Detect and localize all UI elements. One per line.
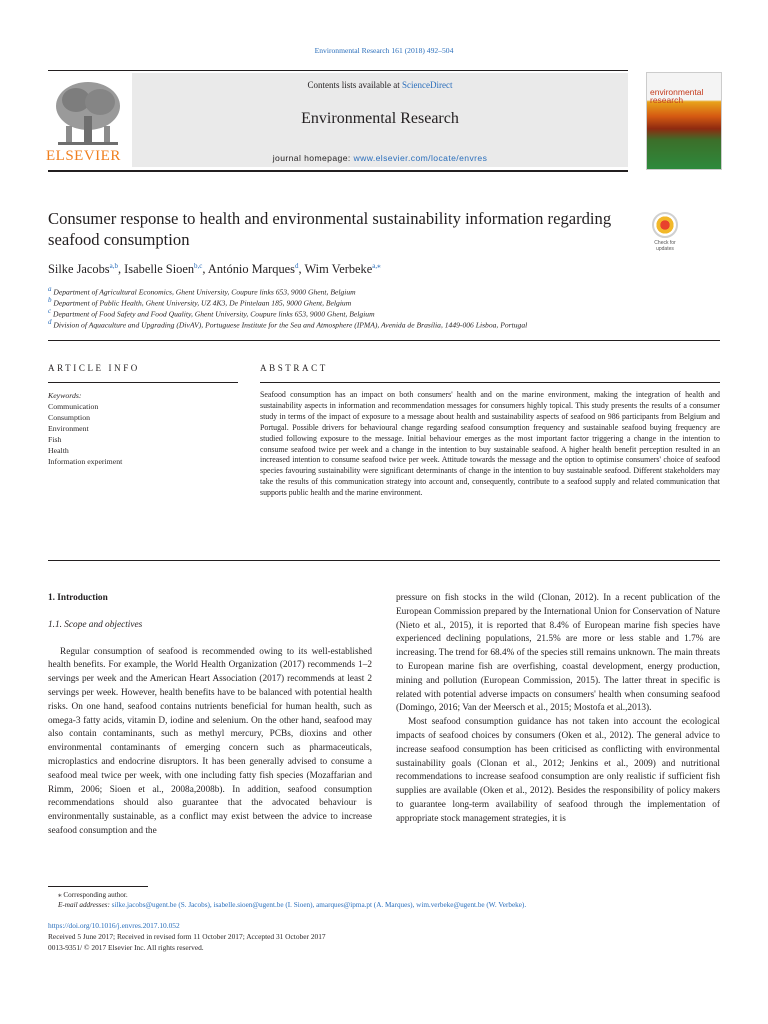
article-info-rule [48, 382, 238, 383]
journal-reference[interactable]: Environmental Research 161 (2018) 492–504 [314, 46, 454, 55]
journal-title: Environmental Research [301, 110, 459, 127]
sciencedirect-link[interactable]: ScienceDirect [402, 80, 453, 90]
keyword: Communication [48, 402, 99, 411]
corresponding-author-note: ⁎ Corresponding author. [58, 891, 128, 899]
abstract-heading: ABSTRACT [260, 363, 328, 373]
copyright-line: 0013-9351/ © 2017 Elsevier Inc. All rights reserved. [48, 943, 204, 952]
author-affiliation-mark[interactable]: d [294, 262, 299, 270]
author-affiliation-mark[interactable]: a,⁎ [372, 262, 381, 270]
keyword: Fish [48, 435, 62, 444]
affiliation: $^c$ Department of Food Safety and Food Quality, Ghent University, Coupure links 653, 9000 Ghent, Belgium [48, 307, 375, 319]
body-paragraph: pressure on fish stocks in the wild (Clonan, 2012). In a recent publication of the European Commission prepared by the International Union for Conservation of Nature (Nieto et al., 2015), it is reported that 8.4% of European marine fish species have experienced declining populations, 21.5% are more or less stable and 1.7% are increasing. The trend for 68.4% of the species still remains unknown. The main threats to European marine fish are overfishing, coastal development, energy production, mining and pollution (European Commission, 2015). The latter threat in specific is related with potential adverse impacts on consumers' health when consuming seafood (Domingo, 2016; Van der Meersch et al., 2015; Mostofa et al.,2013). [396, 593, 720, 714]
email-addresses: E-mail addresses: silke.jacobs@ugent.be (S. Jacobs), isabelle.sioen@ugent.be (I. Sioen), amarques@ipma.pt (A. Marques), wim.verbeke@ugent.be (W. Verbeke). [58, 901, 527, 909]
affiliation: $^b$ Department of Public Health, Ghent University, UZ 4K3, De Pintelaan 185, 9000 Ghent, Belgium [48, 296, 352, 308]
keyword: Consumption [48, 413, 91, 422]
author-name[interactable]: Wim Verbeke [304, 262, 373, 277]
email-links[interactable]: silke.jacobs@ugent.be (S. Jacobs), isabelle.sioen@ugent.be (I. Sioen), amarques@ipma.pt (A. Marques), wim.verbeke@ugent.be (W. Verbeke). [111, 901, 527, 909]
received-dates: Received 5 June 2017; Received in revised form 11 October 2017; Accepted 31 October 2017 [48, 932, 326, 941]
cover-title: environmental research [650, 87, 704, 105]
elsevier-wordmark: ELSEVIER [46, 148, 121, 164]
front-matter-rule [48, 340, 720, 341]
author-list: Silke Jacobs$^{a,b}$, Isabelle Sioen$^{b,c}$, António Marques$^d$, Wim Verbeke$^{a,⁎}$ [48, 262, 381, 277]
subsection-heading: 1.1. Scope and objectives [48, 619, 143, 630]
doi-link[interactable]: https://doi.org/10.1016/j.envres.2017.10.052 [48, 921, 180, 930]
header-bottom-rule [48, 170, 628, 172]
section-heading: 1. Introduction [48, 593, 108, 603]
author-name[interactable]: Isabelle Sioen [124, 262, 195, 277]
journal-homepage-link[interactable]: www.elsevier.com/locate/envres [353, 153, 488, 163]
abstract-text: Seafood consumption has an impact on both consumers' health and on the marine environment, making the integration of health and sustainability aspects in information and recommendation messages for consumers highly topical. This study presents the results of a consumer study in terms of the impact of exposure to a message about health and sustainability aspects of seafood on 986 participants from Belgium and Portugal. Possible drivers for behavioural change regarding seafood consumption frequency and sustainable seafood buying frequency are studied following exposure to the message. Initial behaviour emerges as the most important factor triggering a change in the intention to consume seafood twice per week and a change in the intention to buy sustainable seafood. A higher health benefit perception resulted in an increased intention to consume seafood twice per week. Attitude towards the message and the option to optimise consumers' choice of seafood species favouring sustainability were significant determinants of change in the intention to buy sustainable seafood. Different stakeholders may take the results of this communication strategy into account and, consequently, contribute to a seafood supply and related communication that supports public health and the marine environment. [260, 390, 720, 498]
author-name[interactable]: Silke Jacobs [48, 262, 110, 277]
check-for-updates-badge[interactable] [648, 212, 682, 252]
contents-available-line: Contents lists available at ScienceDirect [307, 80, 453, 90]
article-title: Consumer response to health and environmental sustainability information regarding seafood consumption [48, 209, 612, 249]
footnote-rule [48, 886, 148, 887]
check-updates-icon [652, 212, 678, 238]
body-right-column [396, 592, 720, 827]
header-top-rule [48, 70, 628, 71]
author-affiliation-mark[interactable]: a,b [109, 262, 118, 270]
keyword: Environment [48, 424, 89, 433]
body-paragraph: Most seafood consumption guidance has not taken into account the ecological impacts of seafood choices by consumers (Oken et al., 2012). The general advice to increase seafood consumption has been criticised as conflicting with environmental sustainability goals (Clonan et al., 2012; Jenkins et al., 2009) and nutritional recommendations to increase seafood consumption are only realistic if sufficient fish supplies are available (Oken et al., 2012). Besides the responsibility of policy makers to guarantee long-term availability of seafood through the implementation of appropriate stock management strategies, it is [396, 717, 720, 824]
abstract-rule [260, 382, 720, 383]
keywords-label: Keywords: [48, 391, 82, 400]
badge-label: Check for updates [654, 240, 676, 252]
keyword: Health [48, 446, 69, 455]
body-paragraph: Regular consumption of seafood is recommended owing to its well-established health benefits. For example, the World Health Organization (2017) recommends 1–2 servings per week and the American Heart Association (2017) recommends at least 2 servings per week. However, health benefits have to be balanced with potential health risks. On one hand, seafood contains nutrients beneficial for human health, such as omega-3 fatty acids, vitamin D, iodine and selenium. On the other hand, seafood may also contain contaminants, such as methyl mercury, PCBs, dioxins and other environmental contaminants of emerging concern such as pharmaceuticals, microplastics and endocrine disruptors. It has been generally advised to consume a seafood meal twice per week, with one including fatty fish species (Mozaffarian and Rimm, 2006; Sioen et al., 2008a,2008b). In addition, seafood consumption recommendations should also guarantee that the advocated behaviour is environmentally sustainable, as a conflict may exist between the advice to increase seafood consumption and the [48, 646, 372, 836]
journal-homepage-line: journal homepage: www.elsevier.com/locate/envres [272, 153, 488, 163]
author-name[interactable]: António Marques [207, 262, 295, 277]
author-affiliation-mark[interactable]: b,c [194, 262, 203, 270]
affiliation: $^a$ Department of Agricultural Economics, Ghent University, Coupure links 653, 9000 Ghent, Belgium [48, 285, 356, 297]
abstract-bottom-rule [48, 560, 720, 561]
affiliation: $^d$ Division of Aquaculture and Upgrading (DivAV), Portuguese Institute for the Sea and Atmosphere (IPMA), Avenida de Brasília, 1449-006 Lisboa, Portugal [48, 318, 528, 330]
body-left-column [48, 592, 372, 839]
article-info-heading: ARTICLE INFO [48, 363, 140, 373]
keyword: Information experiment [48, 457, 123, 466]
